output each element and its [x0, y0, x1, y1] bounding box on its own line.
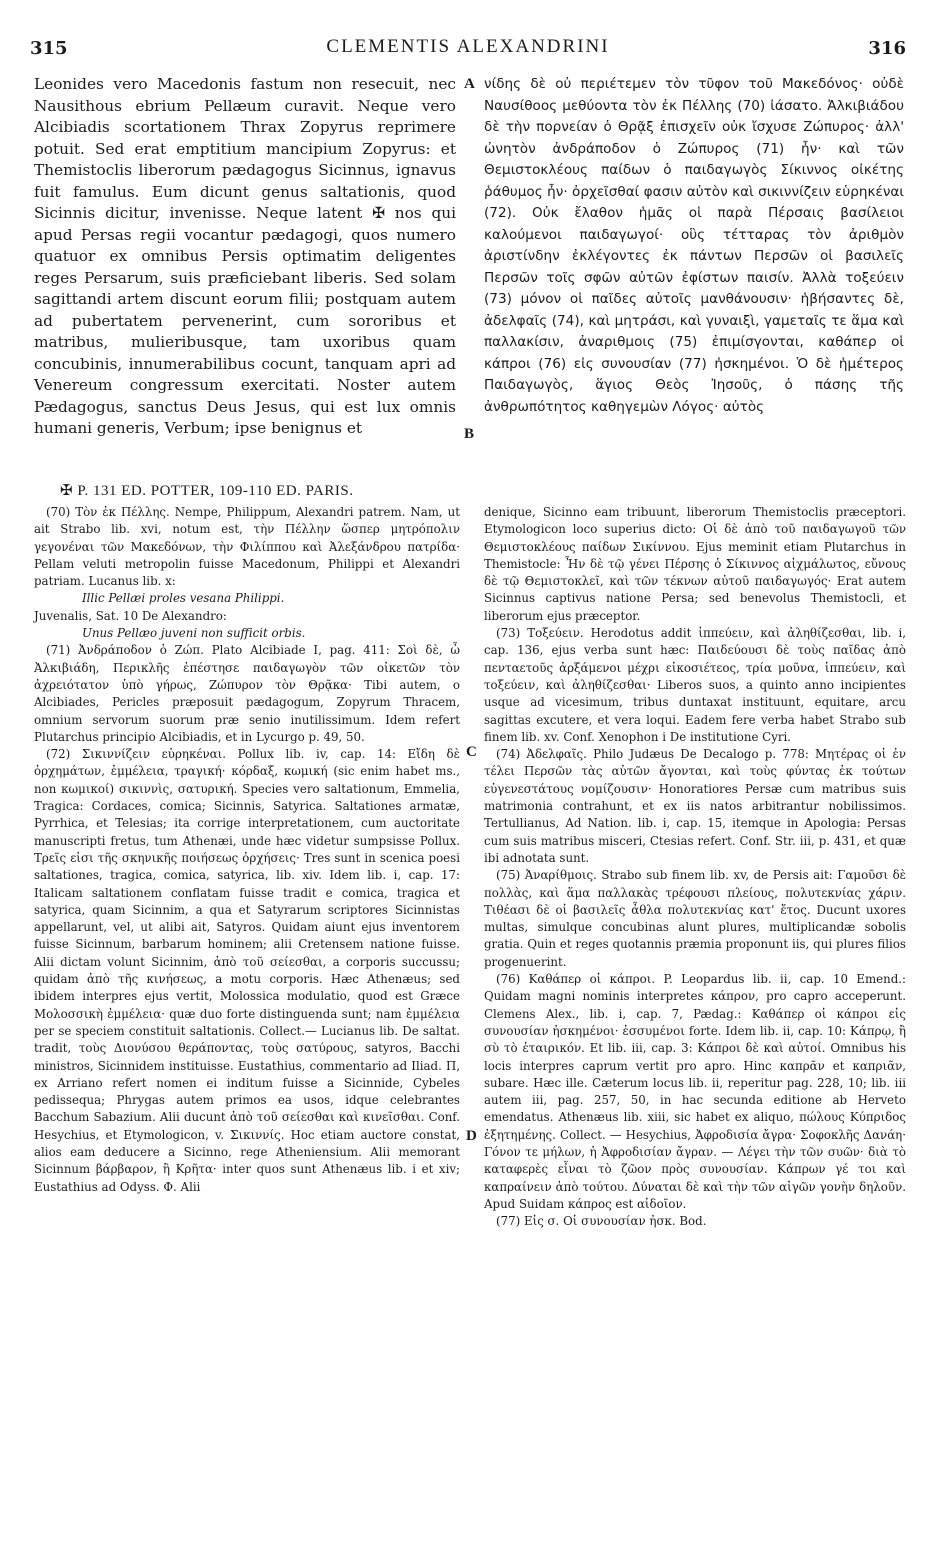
note-74: (74) Ἀδελφαῖς. Philo Judæus De Decalogo p. 778: Μητέρας οἱ ἐν τέλει Περσῶν τὰς αὐτῶν ἄγονται, καὶ τοὺς φύντας ἐκ τούτων εὐγενεστάτους νομίζουσιν· Honoratiores Persæ cum matribus suis matrimonia contrahunt, et ex iis natos arbitrantur nobilissimos. Tertullianus, Ad Nation. lib. i, cap. 15, itemque in Apologia: Persas cum suis matribus misceri, Ctesias refert. Conf. Str. iii, p. 431, et quæ ibi adnotata sunt. [484, 747, 906, 865]
note-juvenalis: Juvenalis, Sat. 10 De Alexandro: [34, 608, 227, 623]
page-number-left: 315 [30, 38, 68, 59]
latin-translation-column: Leonides vero Macedonis fastum non resecuit, nec Nausithous ebrium Pellæum curavit. Neque vero Alcibiadis scortationem Thrax Zopyrus reprimere potuit. Sed erat emptitium mancipium Zopyrus: et Themistoclis liberorum pædagogus Sicinnus, ignavus fuit famulus. Eum dicunt genus saltationis, quod Sicinnis dicitur, invenisse. Neque latent ✠ nos qui apud Persas regii vocantur pædagogi, quos numero quatuor ex omnibus Persis optimatim deligentes reges Persarum, suis præficiebant liberis. Sed solam sagittandi artem discunt eorum filii; postquam autem ad pubertatem pervenerint, cum sororibus et matribus, mulieribusque, tam uxoribus quam concubinis, innumerabilibus cocunt, tanquam apri ad Venereum congressum exercitati. Noster autem Pædagogus, sanctus Deus Jesus, qui est lux omnis humani generis, Verbum; ipse benignus et [34, 75, 456, 437]
greek-text-column: νίδης δὲ οὐ περιέτεμεν τὸν τῦφον τοῦ Μακεδόνος· οὐδὲ Ναυσίθοος μεθύοντα τὸν ἐκ Πέλλης (70) ἰάσατο. Ἀλκιβιάδου δὲ τὴν πορνείαν ὁ Θρᾷξ ἐπισχεῖν οὐκ ἴσχυσε Ζώπυρος· ἀλλ' ὠνητὸν ἀνδράποδον ὁ Ζώπυρος (71) ἦν· καὶ τῶν Θεμιστοκλέους παίδων ὁ παιδαγωγὸς Σίκιννος οἰκέτης ῥάθυμος ἦν· ὀρχεῖσθαί φασιν αὐτὸν καὶ σικιννίζειν εὑρηκέναι (72). Οὐκ ἔλαθον ἡμᾶς οἱ παρὰ Πέρσαις βασίλειοι καλούμενοι παιδαγωγοί· οὓς τέτταρας τὸν ἀριθμὸν ἀριστίνδην ἐκλέγοντες ἐκ πάντων Περσῶν οἱ βασιλεῖς Περσῶν τοῖς σφῶν αὐτῶν ἐφίστων παισίν. Ἀλλὰ τοξεύειν (73) μόνον οἱ παῖδες αὐτοῖς μανθάνουσιν· ἡβήσαντες δὲ, ἀδελφαῖς (74), καὶ μητράσι, καὶ γυναιξὶ, γαμεταῖς τε ἅμα καὶ παλλακίσιν, ἀναριθμοις (75) ἐπιμίσγονται, καθάπερ οἱ κάπροι (76) εἰς συνουσίαν (77) ἠσκημένοι. Ὁ δὲ ἡμέτερος Παιδαγωγὸς, ἅγιος Θεὸς Ἰησοῦς, ὁ πάσης τῆς ἀνθρωπότητος καθηγεμὼν Λόγος· αὐτὸς [484, 76, 904, 415]
verse-lucanus: Illic Pellæi proles vesana Philippi. [82, 591, 285, 606]
edition-reference: ✠ P. 131 ED. POTTER, 109-110 ED. PARIS. [60, 483, 354, 499]
notes-right-column [484, 504, 906, 1230]
page-number-right: 316 [868, 38, 906, 59]
note-70: (70) Τὸν ἐκ Πέλλης. Nempe, Philippum, Alexandri patrem. Nam, ut ait Strabo lib. xvi, notum est, τὴν Πέλλην ὥσπερ μητρόπολιν γεγονέναι τῶν Μακεδόνων, τὴν Φιλίππου καὶ Ἀλεξάνδρου πατρίδα· Pellam veluti metropolin fuisse Macedonum, Philippi et Alexandri patriam. Lucanus lib. x: [34, 505, 460, 589]
margin-letter-d: D [466, 1128, 477, 1144]
note-71: (71) Ἀνδράποδον ὁ Ζώπ. Plato Alcibiade I, pag. 411: Σοὶ δὲ, ὦ Ἀλκιβιάδη, Περικλῆς ἐπέστησε παιδαγωγὸν τῶν οἰκετῶν τὸν ἀχρειότατον ὑπὸ γήρως, Ζώπυρον τὸν Θρᾷκα· Tibi autem, o Alcibiades, Pericles præposuit pædagogum, Zopyrum Thracem, omnium servorum suorum præ senio inutilissimum. Idem refert Plutarchus principio Alcibiadis, et in Lycurgo p. 49, 50. [34, 643, 460, 744]
running-title: CLEMENTIS ALEXANDRINI [326, 36, 610, 57]
note-75: (75) Ἀναρίθμοις. Strabo sub finem lib. xv, de Persis ait: Γαμοῦσι δὲ πολλὰς, καὶ ἅμα παλλακὰς τρέφουσι πλείους, πολυτεκνίας χάριν. Τιθέασι δὲ οἱ βασιλεῖς ἆθλα πολυτεκνίας κατ' ἔτος. Ducunt uxores multas, simulque concubinas alunt plures, multiplicandæ sobolis gratia. Quin et reges quotannis præmia proponunt iis, qui plures filios progenuerint. [484, 868, 906, 969]
note-77: (77) Εἰς σ. Οἱ συνουσίαν ἠσκ. Bod. [496, 1214, 707, 1229]
notes-left-column [34, 504, 460, 1196]
note-72-continued: denique, Sicinno eam tribuunt, liberorum Themistoclis præceptori. Etymologicon loco superius dicto: Οἱ δὲ ἀπὸ τοῦ παιδαγωγοῦ τῶν Θεμιστοκλέους παίδων Σικίννου. Ejus meminit etiam Plutarchus in Themistocle: Ἦν δὲ τῷ γένει Πέρσης ὁ Σίκιννος αἰχμάλωτος, εὔνους δὲ τῷ Θεμιστοκλεῖ, καὶ τῶν τέκνων αὐτοῦ παιδαγωγός· Erat autem Sicinnus captivus natione Persa; sed benevolus Themistocli, et liberorum ejus præceptor. [484, 505, 906, 623]
verse-juvenalis: Unus Pellæo juveni non sufficit orbis. [82, 626, 306, 641]
note-72: (72) Σικιννίζειν εὑρηκέναι. Pollux lib. iv, cap. 14: Εἴδη δὲ ὀρχημάτων, ἐμμέλεια, τραγική· κόρδαξ, κωμική (sic enim habet ms., non κωμικοί) σικιννὶς, σατυρική. Species vero saltationum, Emmelia, Tragica: Cordaces, comica; Sicinnis, Satyrica. Saltationes armatæ, Pyrrhica, et Telesias; ita corrige interpretationem, cum auctoritate manuscripti fretus, tum Athenæi, unde hæc videtur sumpsisse Pollux. Τρεῖς εἰσι τῆς σκηνικῆς ποιήσεως ὀρχήσεις· Tres sunt in scenica poesi saltationes, tragica, comica, satyrica, lib. xiv. Idem lib. i, cap. 17: Italicam saltationem conflatam fuisse tradit e comica, tragica et satyrica, quam Sicinnim, a qua et Satyrarum scriptores Sicinnistas appellarunt, vel, ut alibi ait, Satyros. Quidam aiunt ejus inventorem fuisse Sicinnum, barbarum hominem; alii Cretensem natione fuisse. Alii dictam volunt Sicinnim, ἀπὸ τοῦ σείεσθαι, a corporis succussu; quidam ἀπὸ τῆς κινήσεως, a motu corporis. Hæc Athenæus; sed ibidem interpres ejus vertit, Molossica modulatio, quod est Græce Μολοσσικὴ ἐμμέλεια· quæ duo forte distinguenda sunt; nam ἐμμέλεια per se speciem constituit saltationis. Collect.— Lucianus lib. De saltat. tradit, τοὺς Διονύσου θεράποντας, τοὺς σατύρους, satyros, Bacchi ministros, Sicinnidem instituisse. Eustathius, commentario ad Iliad. Π, ex Arriano refert nomen ei inditum fuisse a Sicinnide, Cybeles pedissequa; Phrygas autem primos ea usos, idque celebrantes Bacchum Sabazium. Alii ducunt ἀπὸ τοῦ σείεσθαι καὶ κινεῖσθαι. Conf. Hesychius, et Etymologicon, v. Σικιννίς. Hoc etiam auctore constat, alios eam deducere a Sicinno, rege Atheniensium. Alii memorant Sicinnum βάρβαρον, ἢ Κρῆτα· inter quos sunt Athenæus lib. i et xiv; Eustathius ad Odyss. Φ. Alii [34, 747, 460, 1194]
margin-letter-a: A [464, 76, 475, 92]
note-76: (76) Καθάπερ οἱ κάπροι. P. Leopardus lib. ii, cap. 10 Emend.: Quidam magni nominis interpretes κάπρον, pro capro acceperunt. Clemens Alex., lib. i, cap. 7, Pædag.: Καθάπερ οἱ κάπροι εἰς συνουσίαν ἠσκημένοι· ἐσσυμένοι forte. Idem lib. ii, cap. 10: Κάπρῳ, ἢ σὺ τὸ ἑταιρικόν. Et lib. iii, cap. 3: Κάπροι δὲ καὶ αὐτοί. Omnibus his locis interpres caprum vertit pro apro. Hinc καπρᾶν et καπριᾶν, subare. Hæc ille. Cæterum locus lib. ii, reperitur pag. 228, 10; lib. iii autem iii, pag. 257, 50, in hac secunda editione ab Herveto emendatus. Athenæus lib. xiii, sic habet ex aliquo, πώλους Κύπριδος ἐξητημένης. Collect. — Hesychius, Ἀφροδισία ἄγρα· Σοφοκλῆς Δανάη· Γόνον τε μήλων, ἡ Ἀφροδισίαν ἄγραν. — Λέγει τὴν τῶν συῶν· διὰ τὸ καταφερὲς εἶναι τὸ ζῶον πρὸς συνουσίαν. Κάπρων γέ τοι καὶ καπραίνειν ἀπὸ τούτου. Δύναται δὲ καὶ τὴν τῶν αἰγῶν γονὴν δηλοῦν. Apud Suidam κάπρος est αἰδοῖον. [484, 972, 906, 1211]
margin-letter-c: C [466, 744, 477, 760]
margin-letter-b: B [464, 426, 475, 442]
note-73: (73) Τοξεύειν. Herodotus addit ἱππεύειν, καὶ ἀληθίζεσθαι, lib. i, cap. 136, ejus verba sunt hæc: Παιδεύουσι δὲ τοὺς παῖδας ἀπὸ πενταετοῦς ἀρξάμενοι μέχρι εἰκοσιέτεος, τρία μοῦνα, ἱππεύειν, καὶ τοξεύειν, καὶ ἀληθίζεσθαι· Liberos suos, a quinto anno incipientes usque ad vicesimum, tribus duntaxat instituunt, equitare, arcu sagittas excutere, et vera loqui. Eadem fere verba habet Strabo sub finem lib. xv. Conf. Xenophon i De institutione Cyri. [484, 626, 906, 744]
running-header [30, 30, 906, 60]
